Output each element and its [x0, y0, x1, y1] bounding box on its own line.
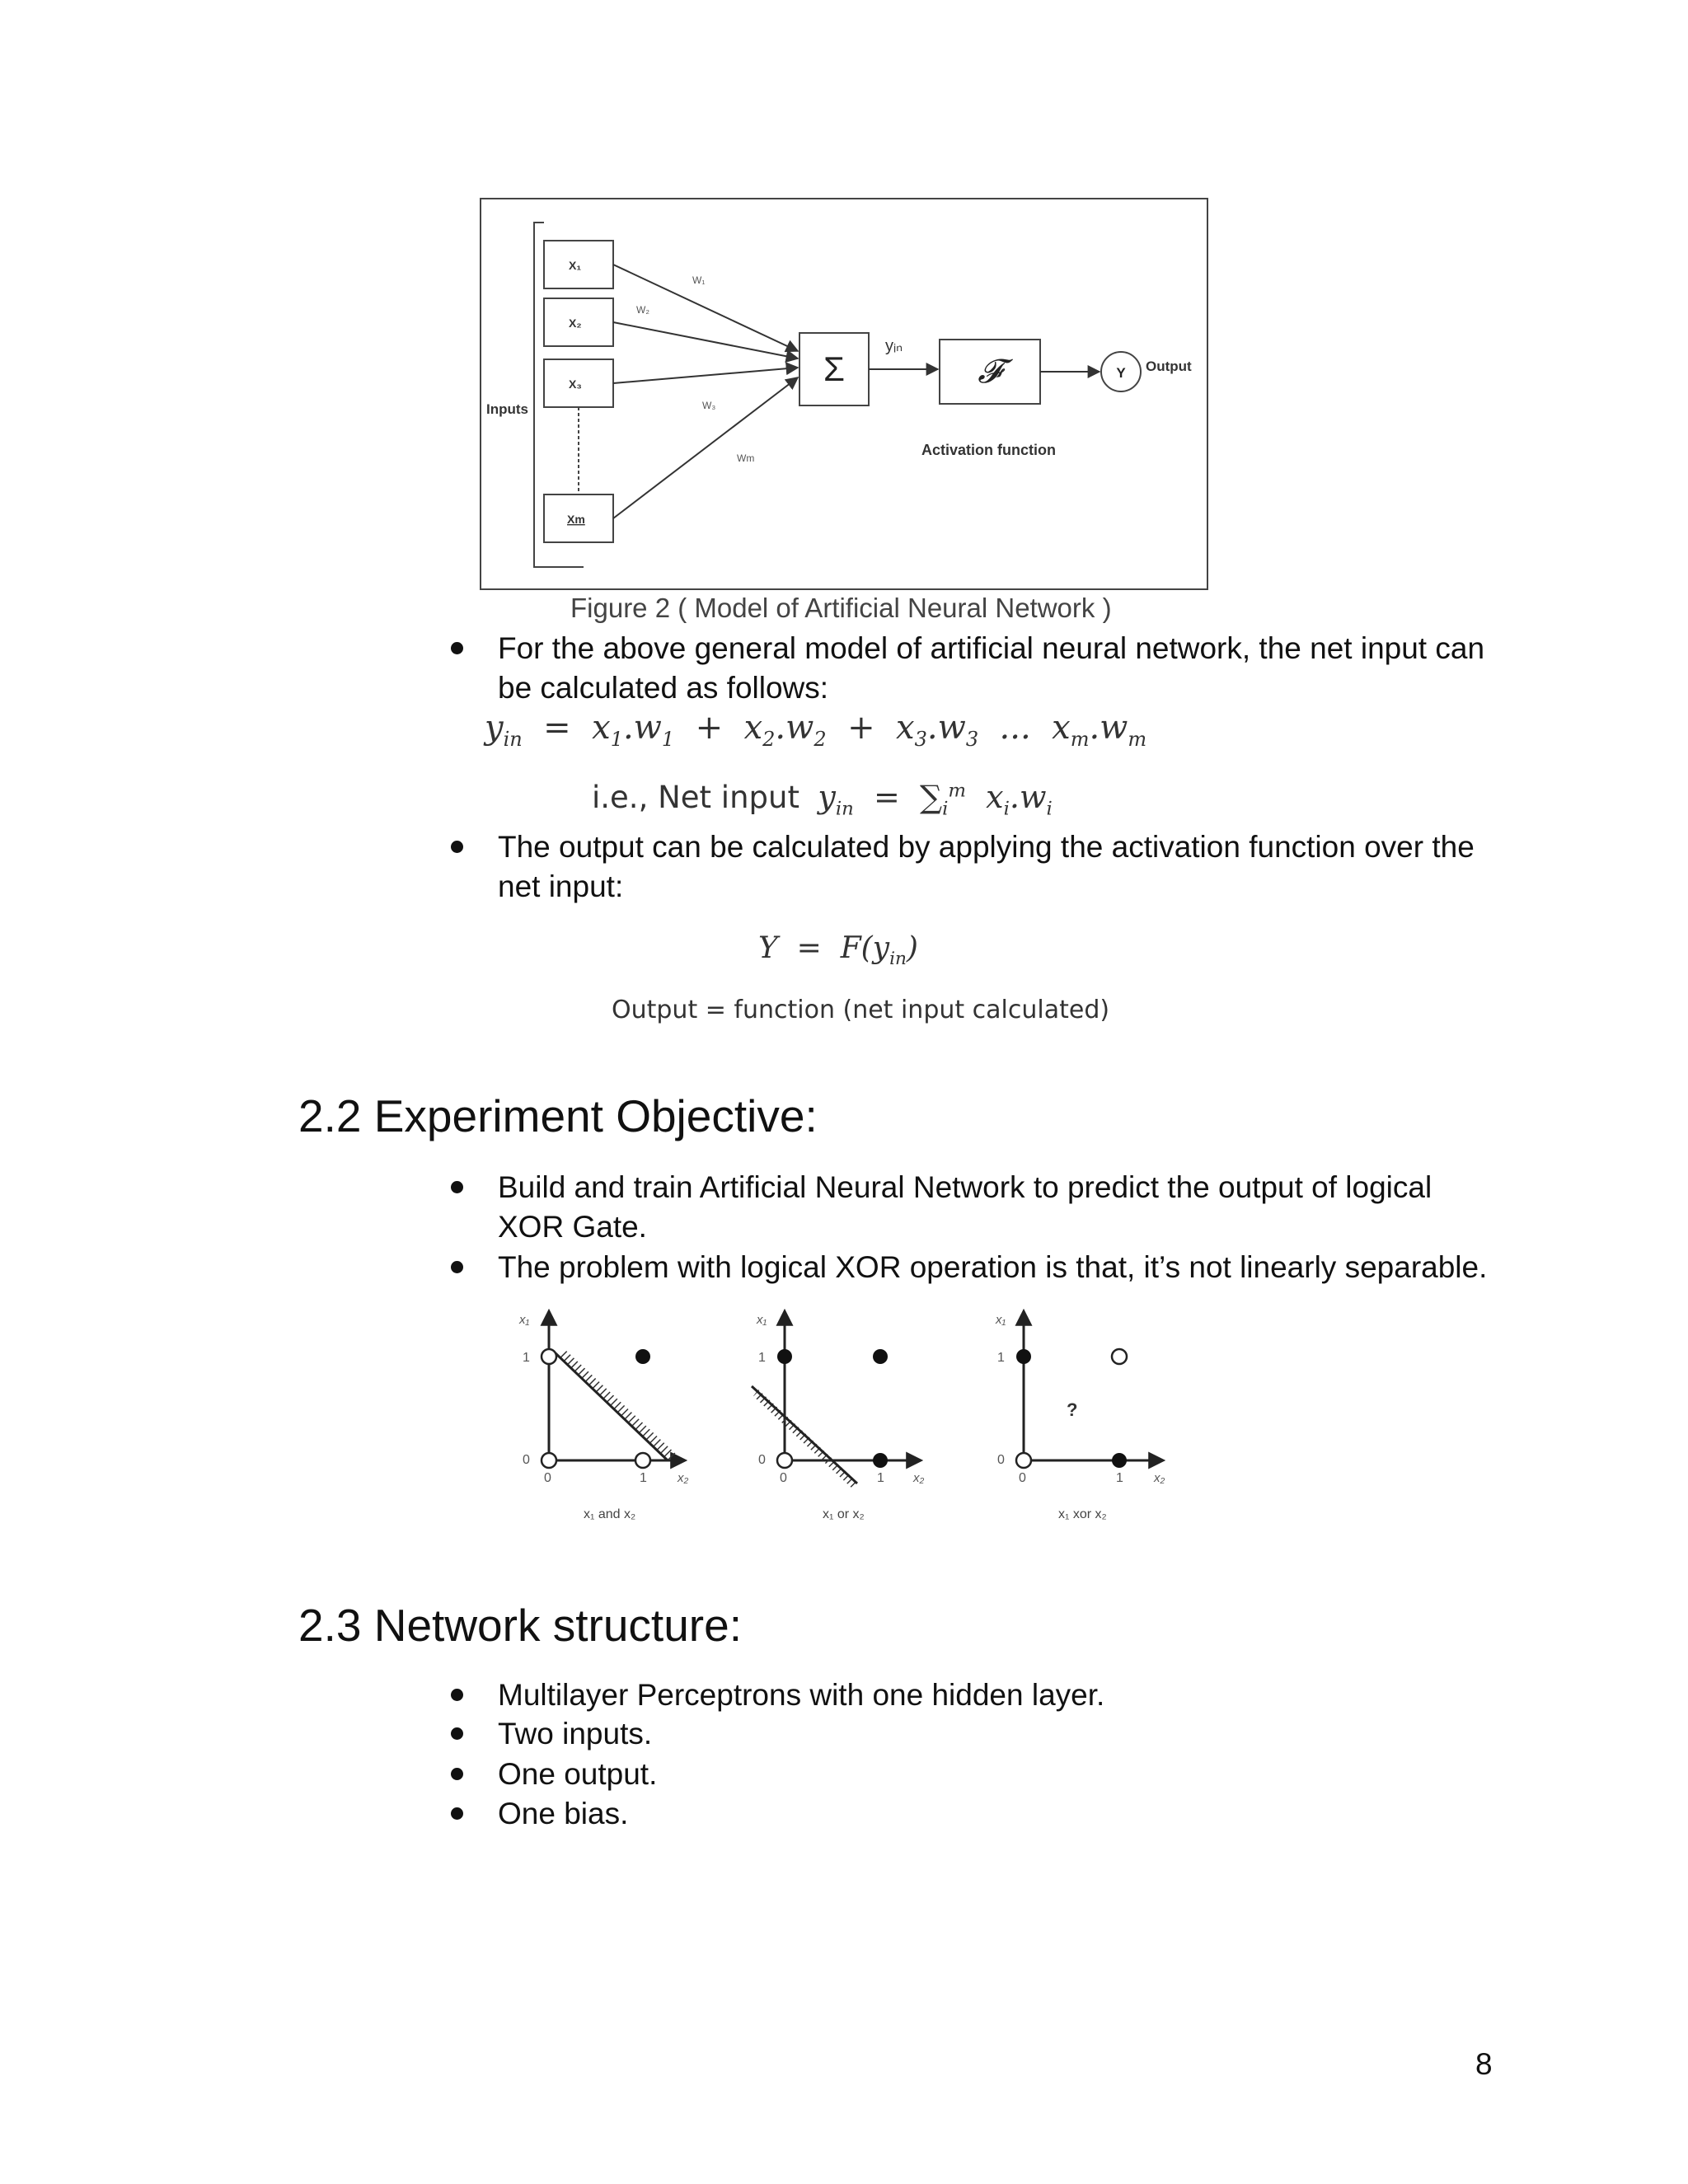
and-tick-0-x: 0	[544, 1471, 551, 1485]
output-label: Output	[1146, 359, 1192, 374]
or-tick-0: 0	[758, 1453, 766, 1467]
or-tick-0-x: 0	[780, 1471, 787, 1485]
and-tick-0: 0	[523, 1453, 530, 1467]
output-node-y: Y	[1116, 365, 1126, 381]
xor-point	[1016, 1453, 1031, 1468]
or-point	[873, 1349, 888, 1364]
xor-tick-0-x: 0	[1019, 1471, 1026, 1485]
objective-bullet-1: Build and train Artificial Neural Network to predict the output of logical XOR Gate.	[498, 1170, 1432, 1244]
xor-tick-0: 0	[997, 1453, 1005, 1467]
sum-equation-prefix: i.e., Net input	[592, 780, 799, 815]
bullet-marker	[451, 1689, 463, 1701]
or-tick-1-x: 1	[877, 1471, 884, 1485]
bullet-marker	[451, 1807, 463, 1820]
xor-tick-1: 1	[997, 1351, 1005, 1365]
xor-axis-y: x₁	[996, 1313, 1006, 1327]
xor-caption: x₁ xor x₂	[1058, 1507, 1107, 1521]
xor-axis-x: x₂	[1154, 1471, 1165, 1485]
structure-bullet-3: One output.	[498, 1757, 658, 1791]
or-axis-y: x₁	[757, 1313, 767, 1327]
sum-equation: i.e., Net input $y_{in} = \sum_i^m$ $x_i.w_i$	[592, 779, 1053, 820]
weight-w3: W₃	[702, 400, 716, 411]
bullet-marker	[451, 1181, 463, 1193]
and-plot	[518, 1312, 689, 1521]
weight-w1: W₁	[692, 274, 706, 286]
net-input-paragraph: For the above general model of artificial neural network, the net input can be calculated as follows:	[498, 631, 1485, 705]
and-point	[542, 1453, 556, 1468]
weight-w2: W₂	[636, 304, 649, 316]
sum-symbol: Σ	[823, 349, 845, 388]
activation-symbol: 𝓕	[978, 354, 1002, 390]
input-box-x3: X₃	[569, 377, 582, 391]
net-input-equation: $y_{in} = x_1.w_1 + x_2.w_2 + x_3.w_3$ ... $x_m.w_m$	[485, 709, 1147, 751]
bullet-marker	[451, 1261, 463, 1273]
activation-function-label: Activation function	[921, 442, 1056, 458]
xor-point	[1112, 1453, 1127, 1468]
weight-wm: Wm	[737, 452, 755, 464]
and-tick-1: 1	[523, 1351, 530, 1365]
and-point	[635, 1453, 650, 1468]
input-box-xm: Xm	[567, 513, 585, 526]
input-box-x1: X₁	[569, 259, 582, 272]
input-box-x2: X₂	[569, 316, 582, 330]
neural-network-figure	[480, 198, 1208, 590]
bullet-marker	[451, 1727, 463, 1740]
structure-bullet-2: Two inputs.	[498, 1717, 653, 1750]
or-point	[777, 1453, 792, 1468]
or-axis-x: x₂	[913, 1471, 925, 1485]
objective-bullet-2: The problem with logical XOR operation is that, it’s not linearly separable.	[498, 1250, 1488, 1284]
activation-equation: $Y = F(y_{in})$	[758, 931, 918, 970]
xor-question-mark: ?	[1067, 1399, 1078, 1420]
xor-point	[1016, 1349, 1031, 1364]
structure-bullet-1: Multilayer Perceptrons with one hidden layer.	[498, 1678, 1105, 1712]
yin-label: yᵢₙ	[885, 337, 903, 355]
output-note: Output = function (net input calculated)	[612, 996, 1110, 1024]
and-point	[635, 1349, 650, 1364]
or-plot	[752, 1312, 925, 1521]
and-caption: x₁ and x₂	[584, 1507, 636, 1521]
and-tick-1-x: 1	[640, 1471, 647, 1485]
inputs-label: Inputs	[486, 401, 528, 417]
bullet-marker	[451, 1768, 463, 1780]
or-caption: x₁ or x₂	[823, 1507, 865, 1521]
and-axis-x: x₂	[678, 1471, 689, 1485]
bullet-marker	[451, 841, 463, 853]
and-axis-y: x₁	[519, 1313, 530, 1327]
figure-caption: Figure 2 ( Model of Artificial Neural Network )	[570, 593, 1112, 623]
xor-plot	[995, 1312, 1165, 1521]
xor-point	[1112, 1349, 1127, 1364]
or-point	[777, 1349, 792, 1364]
page-number: 8	[1475, 2047, 1493, 2081]
section-heading-network-structure: 2.3 Network structure:	[298, 1600, 742, 1651]
or-tick-1: 1	[758, 1351, 766, 1365]
logic-gate-plots	[495, 1304, 1187, 1535]
structure-bullet-4: One bias.	[498, 1797, 629, 1830]
or-point	[873, 1453, 888, 1468]
output-paragraph: The output can be calculated by applying the activation function over the net input:	[498, 830, 1475, 903]
xor-tick-1-x: 1	[1116, 1471, 1123, 1485]
bullet-marker	[451, 642, 463, 654]
and-point	[542, 1349, 556, 1364]
section-heading-objective: 2.2 Experiment Objective:	[298, 1090, 818, 1141]
